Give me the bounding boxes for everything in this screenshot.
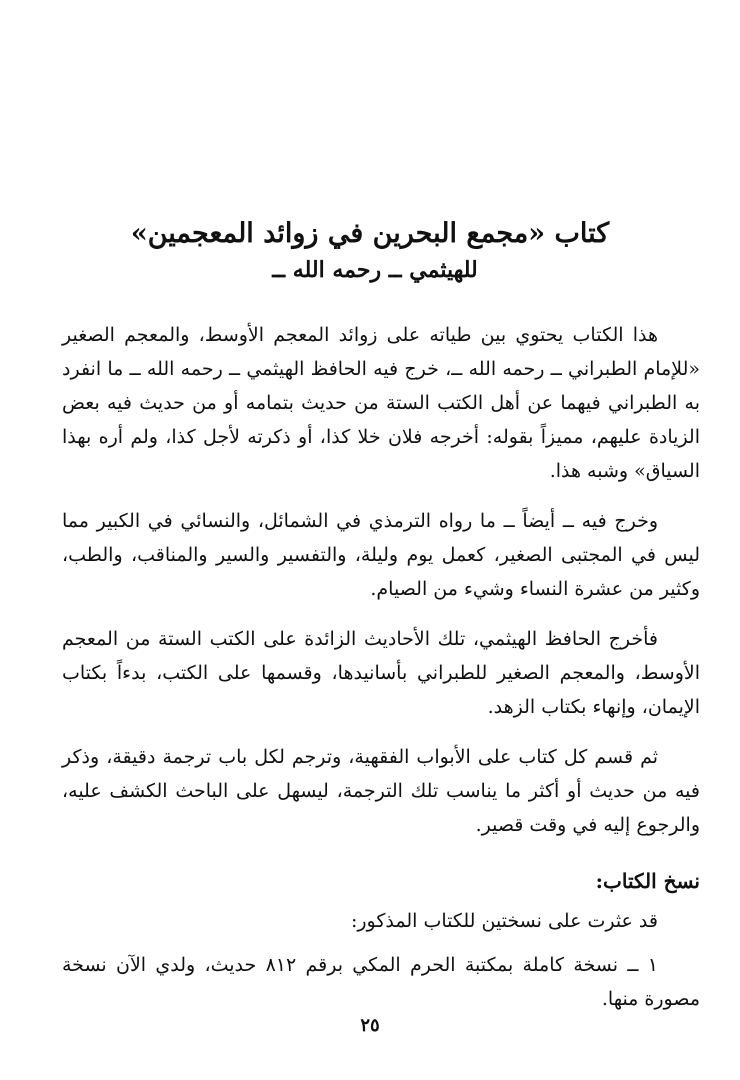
paragraph-2: وخرج فيه ــ أيضاً ــ ما رواه الترمذي في الشمائل، والنسائي في الكبير مما ليس في المجتبى الصغير، كعمل يوم وليلة، والتفسير والسير والمناقب، والطب، وكثير من عشرة النساء وشيء من الصيام. <box>62 510 700 600</box>
paragraph-1: هذا الكتاب يحتوي بين طياته على زوائد المعجم الأوسط، والمعجم الصغير «للإمام الطبراني ــ رحمه الله ــ، خرج فيه الحافظ الهيثمي ــ رحمه الله ــ ما انفرد به الطبراني فيهما عن أهل الكتب الستة من حديث بتمامه أو من حديث فيه بعض الزيادة عليهم، مميزاً بقوله: أخرجه فلان خلا كذا، أو ذكرته لأجل كذا، ولم أره بهذا السياق» وشبه هذا. <box>62 324 700 482</box>
manuscripts-intro: قد عثرت على نسختين للكتاب المذكور: <box>350 910 658 932</box>
author-subtitle: للهيثمي ــ رحمه الله ــ <box>272 257 478 283</box>
paragraph-4: ثم قسم كل كتاب على الأبواب الفقهية، وترجم لكل باب ترجمة دقيقة، وذكر فيه من حديث أو أكثر ما يناسب تلك الترجمة، ليسهل على الباحث الكشف عليه، والرجوع إليه في وقت قصير. <box>62 746 700 836</box>
manuscripts-heading: نسخ الكتاب: <box>595 869 700 893</box>
page-number: ٢٥ <box>360 1015 380 1036</box>
body-text <box>62 318 700 1016</box>
book-title: كتاب «مجمع البحرين في زوائد المعجمين» <box>130 218 610 249</box>
title-block <box>0 214 740 286</box>
manuscript-item-1: ١ ــ نسخة كاملة بمكتبة الحرم المكي برقم ٨١٢ حديث، ولدي الآن نسخة مصورة منها. <box>62 954 700 1010</box>
paragraph-3: فأخرج الحافظ الهيثمي، تلك الأحاديث الزائدة على الكتب الستة من المعجم الأوسط، والمعجم الصغير للطبراني بأسانيدها، وقسمها على الكتب، بدءاً بكتاب الإيمان، وإنهاء بكتاب الزهد. <box>62 628 700 718</box>
